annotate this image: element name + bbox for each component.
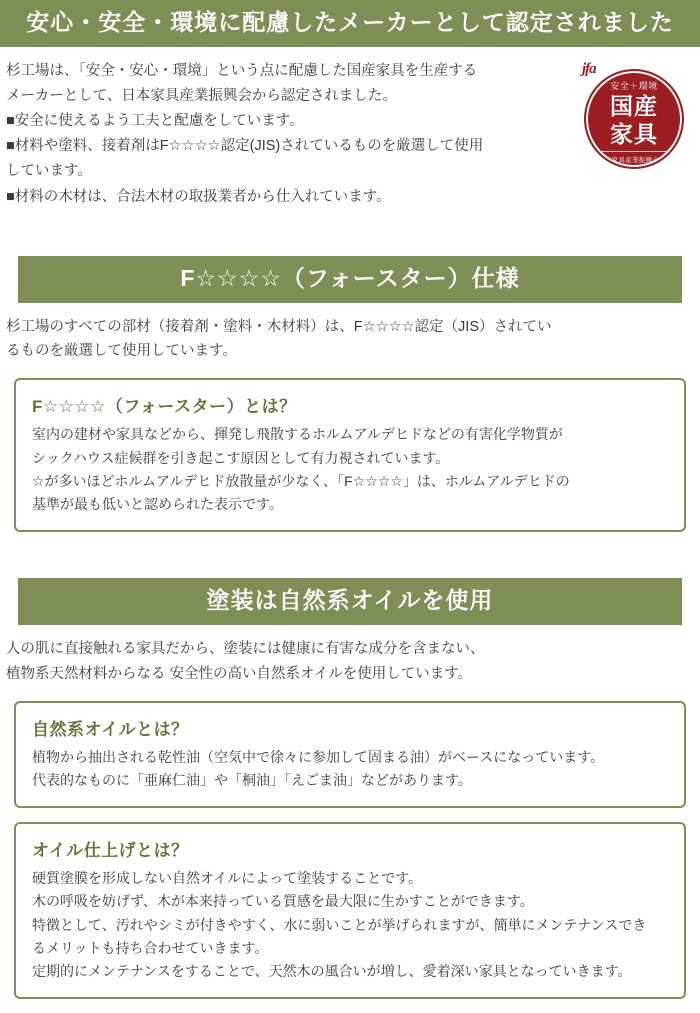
oil-box2-line-1: 硬質塗膜を形成しない自然オイルによって塗装することです。 xyxy=(32,870,423,887)
spacer-3 xyxy=(0,999,700,1013)
oil-box2-title: オイル仕上げとは？ xyxy=(32,841,189,861)
cert-intro-row xyxy=(0,47,700,210)
fstar-box-body xyxy=(32,423,668,516)
jfa-logo-icon: jfa xyxy=(582,60,596,77)
badge-bottom-label: 日本家具産業振興会認定証 xyxy=(598,151,670,164)
badge-main-line1: 国産 xyxy=(610,93,658,120)
section-cert xyxy=(0,0,700,47)
spacer-1 xyxy=(0,210,700,256)
section-oil-heading: 塗装は自然系オイルを使用 xyxy=(18,578,682,625)
fstar-text xyxy=(0,303,700,365)
cert-line-4: ■材料や塗料、接着剤はF☆☆☆☆認定(JIS)されているものを厳選して使用 xyxy=(6,138,484,155)
spacer-2 xyxy=(0,532,700,578)
oil-box1-line-2: 代表的なものに「亜麻仁油」や「桐油」「えごま油」などがあります。 xyxy=(32,772,472,789)
oil-finish-definition-box xyxy=(14,822,686,999)
oil-box1-line-1: 植物から抽出される乾性油（空気中で徐々に参加して固まる油）がベースになっています。 xyxy=(32,748,605,765)
cert-line-5: しています。 xyxy=(6,163,92,180)
fstar-line-1: 杉工場のすべての部材（接着剤・塗料・木材料）は、F☆☆☆☆認定（JIS）されてい xyxy=(6,318,552,335)
fstar-box-line-1: 室内の建材や家具などから、揮発し飛散するホルムアルデヒドなどの有害化学物質が xyxy=(32,426,563,443)
oil-line-2: 植物系天然材料からなる 安全性の高い自然系オイルを使用しています。 xyxy=(6,665,473,682)
fstar-definition-box xyxy=(14,378,686,532)
section-fstar xyxy=(18,256,682,303)
fstar-box-line-3: ☆が多いほどホルムアルデヒド放散量が少なく、「F☆☆☆☆」は、ホルムアルデヒドの xyxy=(32,472,570,489)
cert-line-1: 杉工場は、「安全・安心・環境」という点に配慮した国産家具を生産する xyxy=(6,62,478,79)
oil-box2-line-5: 定期的にメンテナンスをすることで、天然木の風合いが増し、愛着深い家具となっていきます。 xyxy=(32,963,632,980)
section-cert-heading: 安心・安全・環境に配慮したメーカーとして認定されました xyxy=(0,0,700,47)
oil-box2-line-3: 特徴として、汚れやシミが付きやすく、水に弱いことが挙げられますが、簡単にメンテナンスでき xyxy=(32,916,647,933)
section-fstar-heading: F☆☆☆☆（フォースター）仕様 xyxy=(18,256,682,303)
fstar-box-line-2: シックハウス症候群を引き起こす原因として有力視されています。 xyxy=(32,449,450,466)
badge-top-label: 安全＋環境 xyxy=(610,80,658,91)
badge-main-line2: 家具 xyxy=(610,120,658,147)
section-oil xyxy=(18,578,682,625)
fstar-box-title: F☆☆☆☆（フォースター）とは？ xyxy=(32,397,297,417)
oil-box2-line-2: 木の呼吸を妨げず、木が本来持っている質感を最大限に生かすことができます。 xyxy=(32,893,534,910)
badge-circle xyxy=(584,69,684,169)
cert-line-3: ■安全に使えるよう工夫と配慮をしています。 xyxy=(6,113,304,130)
oil-line-1: 人の肌に直接触れる家具だから、塗装には健康に有害な成分を含まない、 xyxy=(6,640,485,657)
oil-box2-line-4: るメリットも持ち合わせていきます。 xyxy=(32,939,269,956)
cert-intro-text xyxy=(6,59,580,210)
oil-box2-body xyxy=(32,867,668,983)
oil-box1-body xyxy=(32,746,668,792)
oil-text xyxy=(0,625,700,687)
cert-line-6: ■材料の木材は、合法木材の取扱業者から仕入れています。 xyxy=(6,188,391,205)
natural-oil-definition-box xyxy=(14,701,686,808)
fstar-line-2: るものを厳選して使用しています。 xyxy=(6,343,237,360)
oil-box1-title: 自然系オイルとは？ xyxy=(32,719,189,739)
kokusan-kagu-badge xyxy=(580,61,688,169)
fstar-box-line-4: 基準が最も低いと認められた表示です。 xyxy=(32,496,283,513)
cert-line-2: メーカーとして、日本家具産業振興会から認定されました。 xyxy=(6,87,397,104)
